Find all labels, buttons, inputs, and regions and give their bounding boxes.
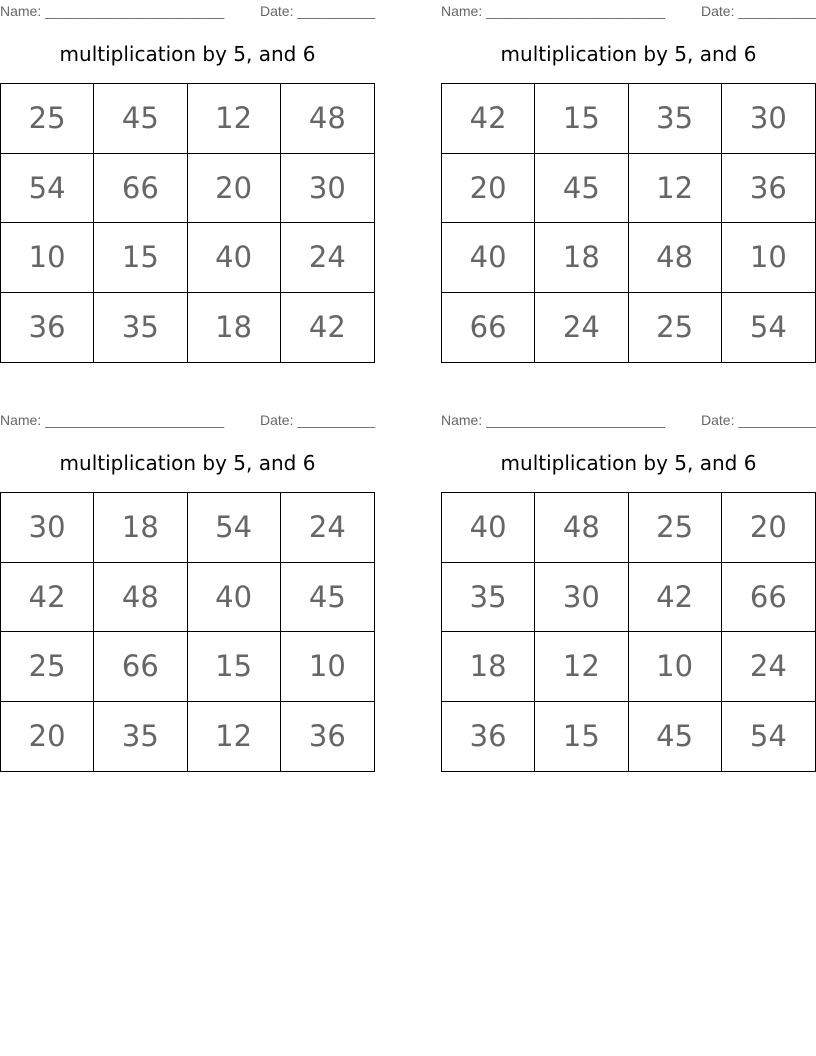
grid-cell: 45 [281, 563, 374, 633]
grid-cell: 18 [442, 632, 535, 702]
grid-cell: 66 [94, 154, 187, 224]
grid-cell: 10 [629, 632, 722, 702]
name-field[interactable]: Name: _______________________ [0, 412, 225, 428]
date-field[interactable]: Date: __________ [260, 412, 376, 428]
number-grid [0, 83, 375, 363]
grid-cell: 20 [722, 493, 815, 563]
grid-cell: 20 [442, 154, 535, 224]
grid-cell: 18 [188, 293, 281, 363]
grid-cell: 66 [442, 293, 535, 363]
grid-cell: 35 [94, 702, 187, 772]
grid-cell: 20 [188, 154, 281, 224]
grid-cell: 15 [188, 632, 281, 702]
grid-cell: 45 [629, 702, 722, 772]
grid-cell: 24 [722, 632, 815, 702]
grid-cell: 10 [1, 223, 94, 293]
grid-cell: 54 [188, 493, 281, 563]
grid-cell: 36 [308, 719, 346, 754]
grid-cell: 54 [749, 719, 787, 754]
bingo-card-4 [441, 409, 816, 754]
grid-cell: 45 [94, 84, 187, 154]
grid-cell: 42 [1, 563, 94, 633]
grid-cell: 54 [1, 154, 94, 224]
card-title: multiplication by 5, and 6 [59, 42, 316, 66]
date-field[interactable]: Date: __________ [701, 412, 816, 428]
grid-cell: 42 [308, 310, 346, 345]
bingo-card-2 [441, 0, 816, 345]
name-field[interactable]: Name: _______________________ [441, 412, 666, 428]
grid-cell: 30 [535, 563, 628, 633]
grid-cell: 15 [94, 223, 187, 293]
grid-cell: 15 [535, 702, 628, 772]
grid-cell: 66 [722, 563, 815, 633]
card-header [0, 0, 375, 22]
card-title: multiplication by 5, and 6 [500, 451, 757, 475]
grid-cell: 54 [749, 310, 787, 345]
card-title: multiplication by 5, and 6 [500, 42, 757, 66]
name-field[interactable]: Name: _______________________ [0, 3, 225, 19]
grid-cell: 12 [629, 154, 722, 224]
grid-cell: 30 [281, 154, 374, 224]
grid-cell: 15 [535, 84, 628, 154]
card-header [441, 0, 816, 22]
grid-cell: 48 [535, 493, 628, 563]
grid-cell: 40 [188, 223, 281, 293]
grid-cell: 48 [94, 563, 187, 633]
card-title: multiplication by 5, and 6 [59, 451, 316, 475]
grid-cell: 25 [629, 493, 722, 563]
grid-cell: 12 [188, 702, 281, 772]
grid-cell: 25 [629, 293, 722, 363]
grid-cell: 40 [442, 493, 535, 563]
grid-cell: 36 [1, 293, 94, 363]
grid-cell: 66 [94, 632, 187, 702]
grid-cell: 30 [1, 493, 94, 563]
name-field[interactable]: Name: _______________________ [441, 3, 666, 19]
grid-cell: 25 [1, 84, 94, 154]
grid-cell: 36 [722, 154, 815, 224]
grid-cell: 10 [281, 632, 374, 702]
grid-cell: 35 [442, 563, 535, 633]
bingo-card-1 [0, 0, 376, 345]
grid-cell: 20 [1, 702, 94, 772]
grid-cell: 42 [442, 84, 535, 154]
number-grid [441, 492, 816, 772]
grid-cell: 18 [535, 223, 628, 293]
bingo-card-3 [0, 409, 376, 754]
number-grid [441, 83, 816, 363]
grid-cell: 36 [442, 702, 535, 772]
grid-cell: 12 [535, 632, 628, 702]
grid-cell: 40 [442, 223, 535, 293]
date-field[interactable]: Date: __________ [260, 3, 376, 19]
grid-cell: 42 [629, 563, 722, 633]
grid-cell: 24 [535, 293, 628, 363]
number-grid [0, 492, 375, 772]
date-field[interactable]: Date: __________ [701, 3, 816, 19]
grid-cell: 25 [1, 632, 94, 702]
grid-cell: 24 [281, 493, 374, 563]
grid-cell: 40 [188, 563, 281, 633]
grid-cell: 24 [281, 223, 374, 293]
card-header [0, 409, 375, 431]
grid-cell: 10 [722, 223, 815, 293]
grid-cell: 48 [281, 84, 374, 154]
grid-cell: 30 [722, 84, 815, 154]
grid-cell: 35 [94, 293, 187, 363]
grid-cell: 45 [535, 154, 628, 224]
card-header [441, 409, 816, 431]
grid-cell: 35 [629, 84, 722, 154]
grid-cell: 18 [94, 493, 187, 563]
grid-cell: 48 [629, 223, 722, 293]
grid-cell: 12 [188, 84, 281, 154]
